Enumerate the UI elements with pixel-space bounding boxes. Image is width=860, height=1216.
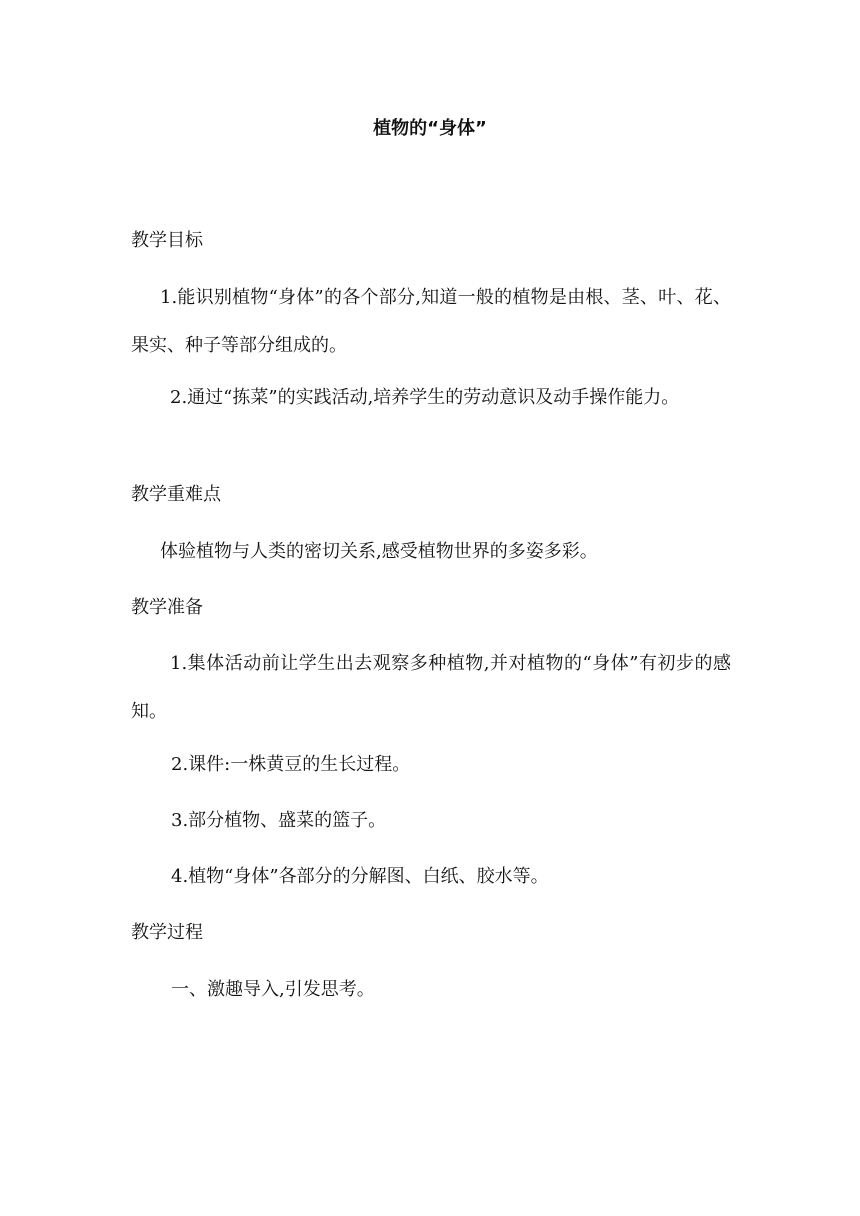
process-item-1: 一、激趣导入,引发思考。 [171, 979, 375, 1000]
section-heading-goals: 教学目标 [131, 230, 203, 251]
goal-item-2: 2.通过“拣菜”的实践活动,培养学生的劳动意识及动手操作能力。 [170, 387, 680, 408]
key-points-text: 体验植物与人类的密切关系,感受植物世界的多姿多彩。 [160, 541, 598, 562]
document-title: 植物的“身体” [373, 118, 487, 139]
goal-item-1: 1.能识别植物“身体”的各个部分,知道一般的植物是由根、茎、叶、花、果实、种子等部分组成的。 [131, 287, 731, 356]
section-heading-preparation: 教学准备 [131, 597, 203, 618]
preparation-item-3: 3.部分植物、盛菜的篮子。 [171, 810, 387, 831]
preparation-item-2: 2.课件:一株黄豆的生长过程。 [171, 754, 411, 775]
section-heading-process: 教学过程 [131, 922, 203, 943]
section-heading-key-points: 教学重难点 [131, 484, 221, 505]
preparation-item-4: 4.植物“身体”各部分的分解图、白纸、胶水等。 [171, 866, 549, 887]
preparation-item-1: 1.集体活动前让学生出去观察多种植物,并对植物的“身体”有初步的感知。 [131, 653, 731, 722]
